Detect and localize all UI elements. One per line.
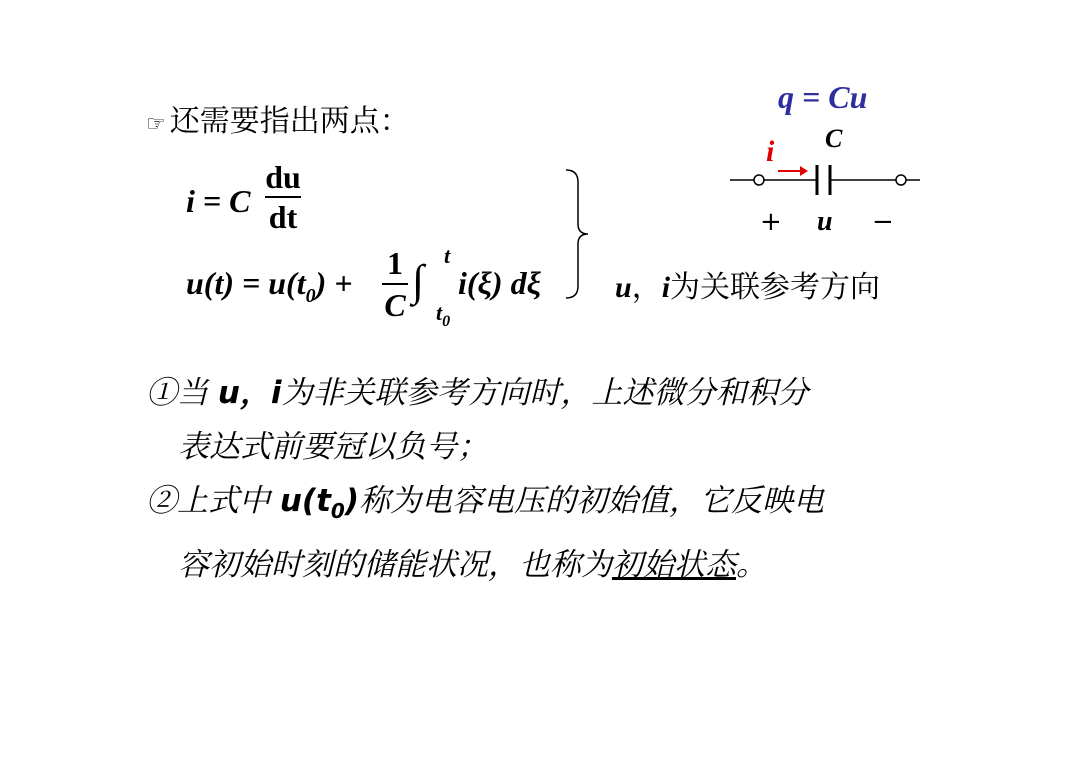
eq1-denominator: dt bbox=[268, 199, 298, 235]
heading-text: 还需要指出两点： bbox=[169, 104, 410, 139]
item2-prefix: ②上式中 bbox=[146, 483, 280, 519]
note-item-2 bbox=[146, 474, 824, 592]
eq2-lhs bbox=[186, 265, 353, 307]
item2-ut-text: u(t bbox=[279, 483, 331, 519]
eq2-frac-den: C bbox=[384, 287, 406, 323]
item2-line1 bbox=[146, 474, 824, 538]
item2-ut-close: ) bbox=[344, 483, 360, 519]
integral-lower-sub: 0 bbox=[442, 313, 451, 330]
item2-period: 。 bbox=[736, 547, 767, 584]
capacitor-voltage-equation bbox=[186, 245, 586, 335]
current-arrowhead-icon bbox=[800, 166, 808, 176]
reference-direction-note bbox=[615, 262, 880, 306]
note-i: i bbox=[661, 271, 671, 304]
right-terminal-icon bbox=[896, 175, 906, 185]
current-label: i bbox=[766, 135, 775, 168]
fraction-bar bbox=[382, 283, 408, 285]
note-text: 为关联参考方向 bbox=[670, 270, 881, 305]
note-item-1 bbox=[146, 366, 809, 474]
item2-text: 称为电容电压的初始值，它反映电 bbox=[359, 483, 825, 519]
note-comma: ， bbox=[631, 270, 662, 305]
item1-text: 为非关联参考方向时，上述微分和积分 bbox=[281, 375, 809, 411]
pointing-hand-icon: ☞ bbox=[146, 112, 166, 137]
eq2-lhs-tail: ) + bbox=[315, 265, 353, 301]
left-terminal-icon bbox=[754, 175, 764, 185]
capacitor-label: C bbox=[825, 124, 843, 153]
eq2-lhs-sub: 0 bbox=[305, 285, 316, 307]
minus-sign: − bbox=[872, 207, 894, 237]
item1-line2: 表达式前要冠以负号； bbox=[178, 429, 488, 465]
item2-line2-text: 容初始时刻的储能状况，也称为 bbox=[178, 547, 612, 584]
capacitor-circuit-diagram bbox=[720, 75, 920, 245]
eq2-lhs-text: u(t) = u(t bbox=[186, 265, 306, 301]
eq1-numerator: du bbox=[265, 159, 301, 195]
eq2-fraction bbox=[382, 245, 408, 323]
right-brace-icon bbox=[562, 168, 592, 300]
fraction-bar bbox=[265, 196, 301, 198]
plus-sign: + bbox=[760, 207, 782, 237]
integral-upper-limit: t bbox=[444, 243, 451, 268]
eq2-frac-num: 1 bbox=[387, 245, 403, 281]
item1-line1 bbox=[146, 366, 809, 420]
voltage-label: u bbox=[817, 206, 833, 237]
item2-ut-sub: 0 bbox=[330, 499, 345, 524]
note-u: u bbox=[615, 271, 632, 304]
item2-ut bbox=[279, 483, 360, 524]
charge-relation: q = Cu bbox=[778, 79, 868, 115]
integral-sign-icon: ∫ bbox=[412, 256, 425, 305]
item1-ui: u，i bbox=[217, 375, 282, 411]
section-heading bbox=[146, 96, 410, 140]
eq1-fraction bbox=[265, 160, 301, 234]
item2-line2 bbox=[146, 538, 824, 592]
eq2-integrand: i(ξ) dξ bbox=[458, 265, 541, 301]
eq1-lhs: i = C bbox=[186, 183, 251, 219]
integral-lower-limit bbox=[436, 300, 451, 330]
integral-lower-text: t bbox=[436, 300, 443, 325]
initial-state-term: 初始状态 bbox=[612, 547, 736, 584]
item1-prefix: ①当 bbox=[146, 375, 218, 411]
